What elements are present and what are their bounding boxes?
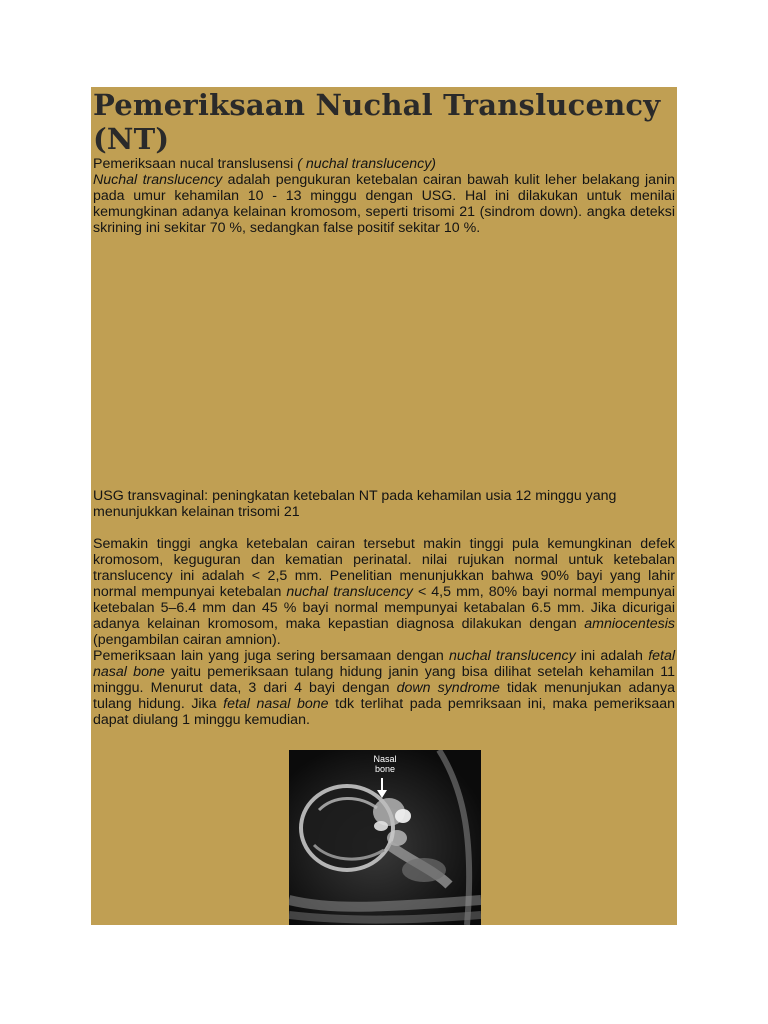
definition-paragraph [93,172,675,236]
document-page [91,87,677,925]
nasal-label-line1: Nasal [373,754,397,764]
nasal-label-line2: bone [374,764,396,774]
intro-text: Pemeriksaan nucal translusensi [93,156,298,172]
nasal-text-e: tdk terlihat pada pemriksaan ini, maka pemeriksaan dapat diulang 1 minggu kemudian. [93,696,675,728]
risk-paragraph [93,536,675,648]
definition-text: adalah pengukuran ketebalan cairan bawah kulit leher belakang janin pada umur kehamilan 10 - 13 minggu dengan USG. Hal ini dilakukan untuk menilai kemungkinan adanya kelainan kromosom, seperti trisomi 21 (sindrom down). angka deteksi skrining ini sekitar 70 %, sedangkan false positif sekitar 10 %. [93,172,676,236]
risk-text-c: (pengambilan cairan amnion). [93,632,281,648]
page-title: Pemeriksaan Nuchal Translucency (NT) [93,88,661,156]
paragraph-spacer [93,520,675,536]
page-content [93,87,675,728]
nasal-text-a: Pemeriksaan lain yang juga sering bersamaan dengan [93,648,450,664]
ultrasound-image [289,750,481,925]
risk-text-b: < 4,5 mm, 80% bayi normal mempunyai ketebalan 5–6.4 mm dan 45 % bayi normal mempunyai ketabalan 6.5 mm. Jika dicurigai adanya kelainan kromosom, maka kepastian diagnosa dilakukan dengan [93,584,675,632]
risk-italic-nt: nuchal translucency [286,584,413,600]
nasal-bone-paragraph [93,648,675,728]
nasal-italic-fnb: fetal nasal bone [93,648,676,680]
intro-paragraph [93,156,675,172]
risk-italic-amnio: amniocentesis [584,616,675,632]
nasal-italic-ds: down syndrome [396,680,500,696]
ultrasound-graphic [289,750,481,925]
nasal-text-c: yaitu pemeriksaan tulang hidung janin yang bisa dilihat setelah kehamilan 11 minggu. Menurut data, 3 dari 4 bayi dengan [93,664,676,696]
nasal-italic-fnb2: fetal nasal bone [223,696,329,712]
definition-term: Nuchal translucency [93,172,223,188]
intro-italic: ( nuchal translucency) [297,156,437,172]
nasal-text-b: ini adalah [575,648,649,664]
image-caption: USG transvaginal: peningkatan ketebalan NT pada kehamilan usia 12 minggu yang menunjukkan kelainan trisomi 21 [93,488,617,520]
risk-text-a: Semakin tinggi angka ketebalan cairan tersebut makin tinggi pula kemungkinan defek kromosom, keguguran dan kematian perinatal. nilai rujukan normal untuk ketebalan translucency ini adalah < 2,5 mm. Penelitian menunjukkan bahwa 90% bayi yang lahir normal mempunyai ketebalan [93,536,675,600]
nasal-italic-nt: nuchal translucency [449,648,576,664]
image-placeholder-space [93,236,675,488]
nasal-text-d: tidak menunjukan adanya tulang hidung. Jika [93,680,676,712]
